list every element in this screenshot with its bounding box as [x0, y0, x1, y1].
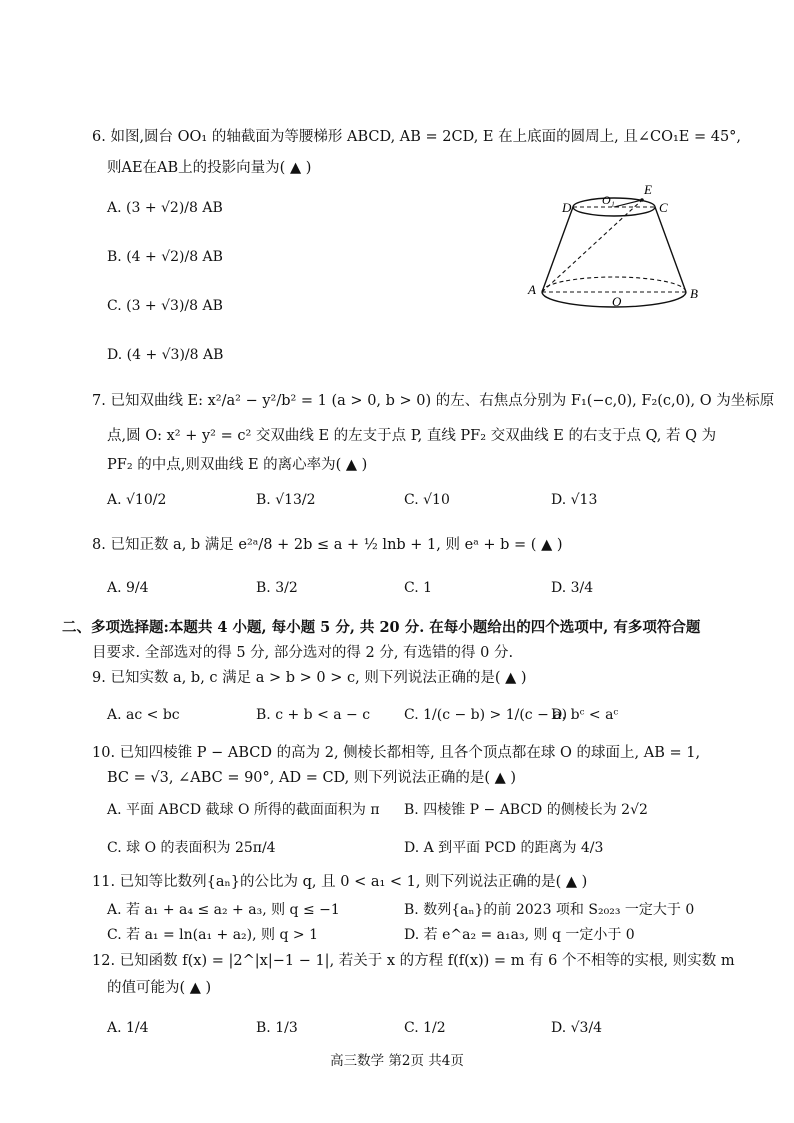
- q8-option-a: A. 9/4: [107, 580, 149, 596]
- q9-option-a: A. ac < bc: [107, 707, 180, 723]
- q10-stem-line2: BC = √3, ∠ABC = 90°, AD = CD, 则下列说法正确的是( ▲ ): [107, 770, 517, 786]
- q10-option-c: C. 球 O 的表面积为 25π/4: [107, 840, 276, 856]
- q11-option-b: B. 数列{aₙ}的前 2023 项和 S₂₀₂₃ 一定大于 0: [404, 902, 695, 918]
- q7-stem-line1: 7. 已知双曲线 E: x²/a² − y²/b² = 1 (a > 0, b > 0) 的左、右焦点分别为 F₁(−c,0), F₂(c,0), O 为坐标原: [92, 393, 775, 409]
- q9-stem: 9. 已知实数 a, b, c 满足 a > b > 0 > c, 则下列说法正确的是( ▲ ): [92, 670, 527, 686]
- q12-option-d: D. √3/4: [551, 1020, 603, 1036]
- q11-stem: 11. 已知等比数列{aₙ}的公比为 q, 且 0 < a₁ < 1, 则下列说法正确的是( ▲ ): [92, 874, 588, 890]
- q9-option-b: B. c + b < a − c: [256, 707, 371, 723]
- label-a: A: [528, 282, 536, 297]
- label-b: B: [690, 286, 698, 301]
- q6-stem-line2: 则AE在AB上的投影向量为( ▲ ): [107, 160, 312, 176]
- q7-stem-line3: PF₂ 的中点,则双曲线 E 的离心率为( ▲ ): [107, 457, 368, 473]
- q10-option-d: D. A 到平面 PCD 的距离为 4/3: [404, 840, 604, 856]
- q6-stem-line1: 6. 如图,圆台 OO₁ 的轴截面为等腰梯形 ABCD, AB = 2CD, E 在上底面的圆周上, 且∠CO₁E = 45°,: [92, 129, 742, 145]
- q12-stem-line2: 的值可能为( ▲ ): [107, 980, 212, 996]
- label-c: C: [659, 200, 668, 215]
- q6-option-b: B. (4 + √2)/8 AB: [107, 249, 223, 265]
- section-2-heading: 二、多项选择题:本题共 4 小题, 每小题 5 分, 共 20 分. 在每小题给出的四个选项中, 有多项符合题: [62, 619, 701, 636]
- q7-stem-line2: 点,圆 O: x² + y² = c² 交双曲线 E 的左支于点 P, 直线 PF₂ 交双曲线 E 的右支于点 Q, 若 Q 为: [107, 428, 717, 444]
- label-o1: O₁: [602, 193, 615, 207]
- q10-option-b: B. 四棱锥 P − ABCD 的侧棱长为 2√2: [404, 802, 648, 818]
- q9-option-d: D. bᶜ < aᶜ: [551, 707, 619, 723]
- label-o: O: [612, 294, 622, 309]
- q12-option-c: C. 1/2: [404, 1020, 446, 1036]
- q6-option-c: C. (3 + √3)/8 AB: [107, 298, 223, 314]
- label-d: D: [562, 200, 572, 215]
- label-e: E: [644, 182, 652, 197]
- q10-stem-line1: 10. 已知四棱锥 P − ABCD 的高为 2, 侧棱长都相等, 且各个顶点都在球 O 的球面上, AB = 1,: [92, 745, 701, 761]
- q12-option-b: B. 1/3: [256, 1020, 298, 1036]
- q7-option-d: D. √13: [551, 492, 598, 508]
- section-2-heading-line2: 目要求. 全部选对的得 5 分, 部分选对的得 2 分, 有选错的得 0 分.: [92, 645, 514, 661]
- q8-option-b: B. 3/2: [256, 580, 298, 596]
- q10-option-a: A. 平面 ABCD 截球 O 所得的截面面积为 π: [107, 802, 380, 818]
- q11-option-c: C. 若 a₁ = ln(a₁ + a₂), 则 q > 1: [107, 927, 318, 943]
- page-footer: 高三数学 第2页 共4页: [330, 1053, 464, 1069]
- q12-option-a: A. 1/4: [107, 1020, 149, 1036]
- q7-option-b: B. √13/2: [256, 492, 316, 508]
- frustum-figure: [520, 180, 710, 325]
- q6-option-a: A. (3 + √2)/8 AB: [107, 200, 223, 216]
- q12-stem-line1: 12. 已知函数 f(x) = |2^|x|−1 − 1|, 若关于 x 的方程 f(f(x)) = m 有 6 个不相等的实根, 则实数 m: [92, 953, 735, 969]
- q11-option-d: D. 若 e^a₂ = a₁a₃, 则 q 一定小于 0: [404, 927, 635, 943]
- q8-option-c: C. 1: [404, 580, 433, 596]
- q8-option-d: D. 3/4: [551, 580, 594, 596]
- q8-stem: 8. 已知正数 a, b 满足 e²ᵃ/8 + 2b ≤ a + ½ lnb + 1, 则 eᵃ + b = ( ▲ ): [92, 537, 563, 553]
- q9-option-c: C. 1/(c − b) > 1/(c − a): [404, 707, 568, 723]
- q11-option-a: A. 若 a₁ + a₄ ≤ a₂ + a₃, 则 q ≤ −1: [107, 902, 340, 918]
- q7-option-c: C. √10: [404, 492, 450, 508]
- q6-option-d: D. (4 + √3)/8 AB: [107, 347, 224, 363]
- q7-option-a: A. √10/2: [107, 492, 167, 508]
